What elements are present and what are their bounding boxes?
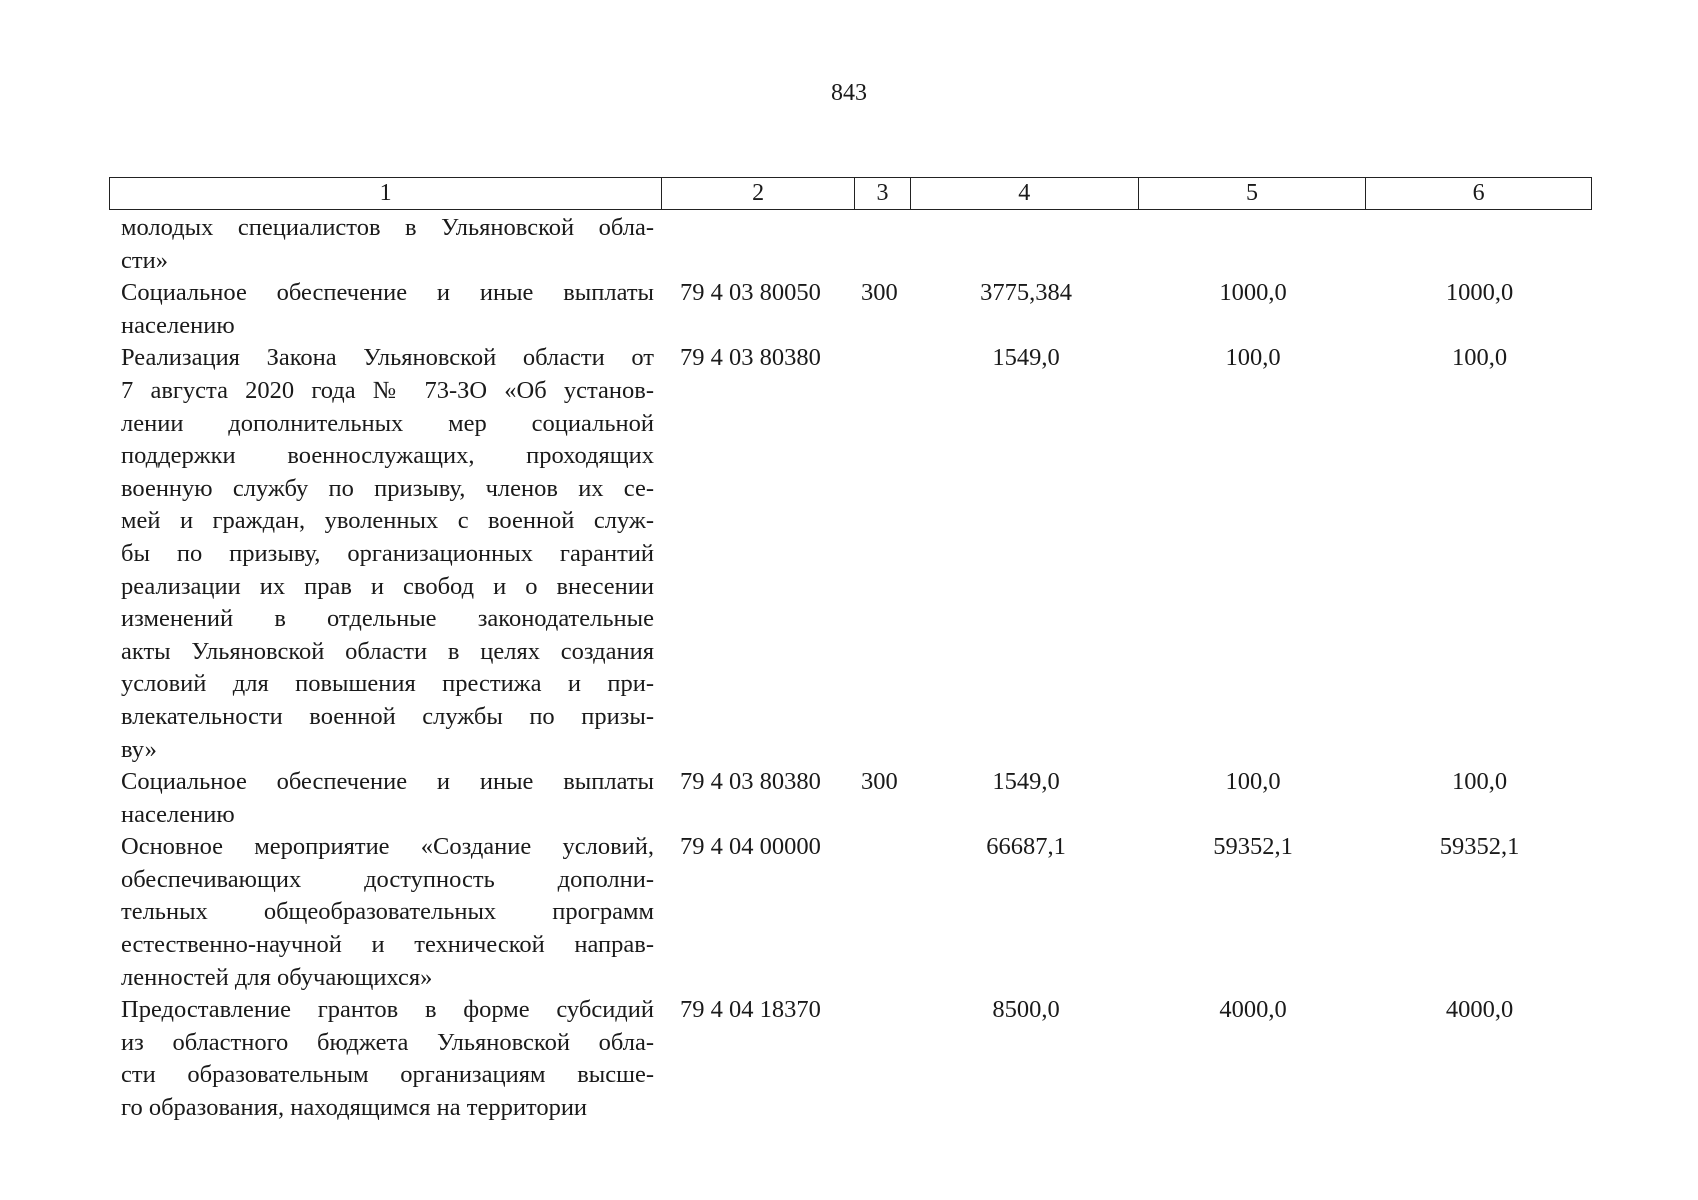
row-value-col4: 66687,1 [986, 833, 1066, 861]
description-line: го образования, находящимся на территории [121, 1094, 588, 1122]
description-line: Основное мероприятие «Создание условий, [121, 833, 654, 861]
description-line: сти» [121, 246, 168, 274]
row-value-col5: 1000,0 [1219, 279, 1287, 307]
row-expense-type: 300 [861, 279, 898, 307]
row-expense-type: 300 [861, 768, 898, 796]
description-line: Предоставление грантов в форме субсидий [121, 996, 654, 1024]
description-line: Реализация Закона Ульяновской области от [121, 344, 654, 372]
row-value-col6: 100,0 [1451, 768, 1508, 796]
row-value-col4: 1549,0 [992, 768, 1060, 796]
row-value-col5: 59352,1 [1213, 833, 1293, 861]
row-description [109, 212, 662, 277]
row-value-col4: 1549,0 [992, 344, 1060, 372]
row-description [109, 342, 662, 766]
description-line: обеспечивающих доступность дополни- [121, 865, 654, 893]
page-number: 843 [831, 80, 867, 106]
description-line: населению [121, 311, 235, 339]
description-line: условий для повышения престижа и при- [121, 670, 654, 698]
row-value-col5: 4000,0 [1219, 996, 1287, 1024]
row-value-col6: 100,0 [1451, 344, 1508, 372]
row-value-col6: 59352,1 [1439, 833, 1520, 861]
table-row [109, 212, 1592, 277]
description-line: бы по призыву, организационных гарантий [121, 539, 654, 567]
description-line: естественно-научной и технической направ- [121, 931, 654, 959]
table-row [109, 766, 1592, 831]
row-target-code: 79 4 04 18370 [680, 996, 821, 1024]
description-line: мей и граждан, уволенных с военной служ- [121, 507, 654, 535]
header-cell-4: 4 [911, 178, 1139, 209]
row-value-col6: 1000,0 [1445, 279, 1514, 307]
description-line: Социальное обеспечение и иные выплаты [121, 279, 654, 307]
header-cell-3: 3 [855, 178, 911, 209]
table-row [109, 277, 1592, 342]
row-description [109, 766, 662, 831]
table-body [109, 212, 1592, 1125]
row-value-col4: 3775,384 [980, 279, 1072, 307]
row-target-code: 79 4 03 80380 [680, 768, 821, 796]
row-description [109, 277, 662, 342]
header-cell-5: 5 [1139, 178, 1367, 209]
description-line: изменений в отдельные законодательные [121, 605, 654, 633]
description-line: лении дополнительных мер социальной [121, 409, 654, 437]
header-cell-2: 2 [662, 178, 855, 209]
description-line: поддержки военнослужащих, проходящих [121, 442, 654, 470]
description-line: Социальное обеспечение и иные выплаты [121, 768, 654, 796]
table-row [109, 342, 1592, 766]
table-header-row [109, 177, 1592, 210]
row-description [109, 831, 662, 994]
description-line: акты Ульяновской области в целях создания [121, 637, 654, 665]
header-cell-1: 1 [110, 178, 662, 209]
row-description [109, 994, 662, 1124]
description-line: сти образовательным организациям высше- [121, 1061, 654, 1089]
row-value-col6: 4000,0 [1445, 996, 1514, 1024]
row-target-code: 79 4 04 00000 [680, 833, 821, 861]
description-line: населению [121, 800, 235, 828]
table-row [109, 994, 1592, 1124]
description-line: из областного бюджета Ульяновской обла- [121, 1028, 654, 1056]
description-line: ленностей для обучающихся» [121, 963, 433, 991]
row-target-code: 79 4 03 80380 [680, 344, 821, 372]
row-target-code: 79 4 03 80050 [680, 279, 821, 307]
header-cell-6: 6 [1472, 180, 1485, 206]
table-row [109, 831, 1592, 994]
description-line: военную службу по призыву, членов их се- [121, 474, 654, 502]
row-value-col5: 100,0 [1225, 344, 1281, 372]
row-value-col4: 8500,0 [992, 996, 1060, 1024]
description-line: влекательности военной службы по призы- [121, 702, 654, 730]
description-line: реализации их прав и свобод и о внесении [121, 572, 654, 600]
description-line: ву» [121, 735, 157, 763]
row-value-col5: 100,0 [1225, 768, 1281, 796]
description-line: 7 августа 2020 года № 73-ЗО «Об установ- [121, 376, 654, 404]
description-line: тельных общеобразовательных программ [121, 898, 654, 926]
description-line: молодых специалистов в Ульяновской обла- [121, 214, 654, 241]
